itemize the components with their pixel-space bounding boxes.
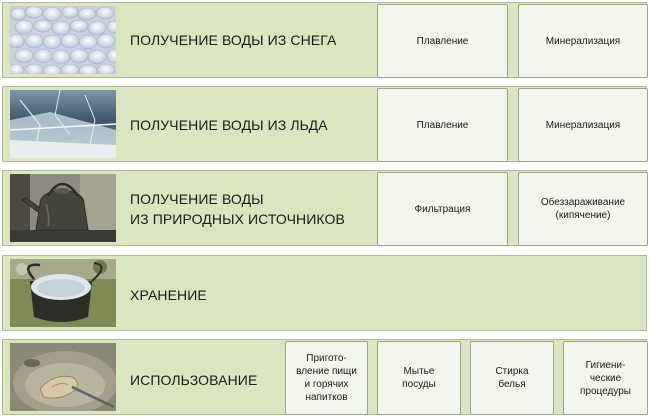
kettle-photo [10, 174, 116, 242]
row-title-line-1: ПОЛУЧЕНИЕ ВОДЫ [130, 191, 264, 207]
row-title-line-2: ИЗ ПРИРОДНЫХ ИСТОЧНИКОВ [130, 211, 345, 227]
ice-photo [10, 90, 116, 158]
step-cooking: Пригото- вление пищи и горячих напитков [285, 341, 368, 415]
water-pot-photo [10, 259, 116, 327]
step-melting-ice: Плавление [377, 88, 508, 162]
step-mineralization-ice: Минерализация [518, 88, 648, 162]
step-dishwashing: Мытье посуды [377, 341, 461, 415]
step-mineralization-snow: Минерализация [518, 4, 648, 78]
step-disinfection: Обеззараживание (кипячение) [518, 172, 648, 246]
step-laundry: Стирка белья [470, 341, 554, 415]
step-melting-snow: Плавление [377, 4, 508, 78]
row-title-usage: ИСПОЛЬЗОВАНИЕ [130, 372, 258, 388]
snow-photo [10, 6, 116, 74]
row-title-storage: ХРАНЕНИЕ [130, 287, 207, 303]
row-title-snow: ПОЛУЧЕНИЕ ВОДЫ ИЗ СНЕГА [130, 32, 337, 48]
step-hygiene: Гигиени- ческие процедуры [563, 341, 648, 415]
step-filtration: Фильтрация [377, 172, 508, 246]
row-title-ice: ПОЛУЧЕНИЕ ВОДЫ ИЗ ЛЬДА [130, 117, 328, 133]
row-title-natural-sources [130, 189, 345, 229]
cooking-photo [10, 343, 116, 411]
